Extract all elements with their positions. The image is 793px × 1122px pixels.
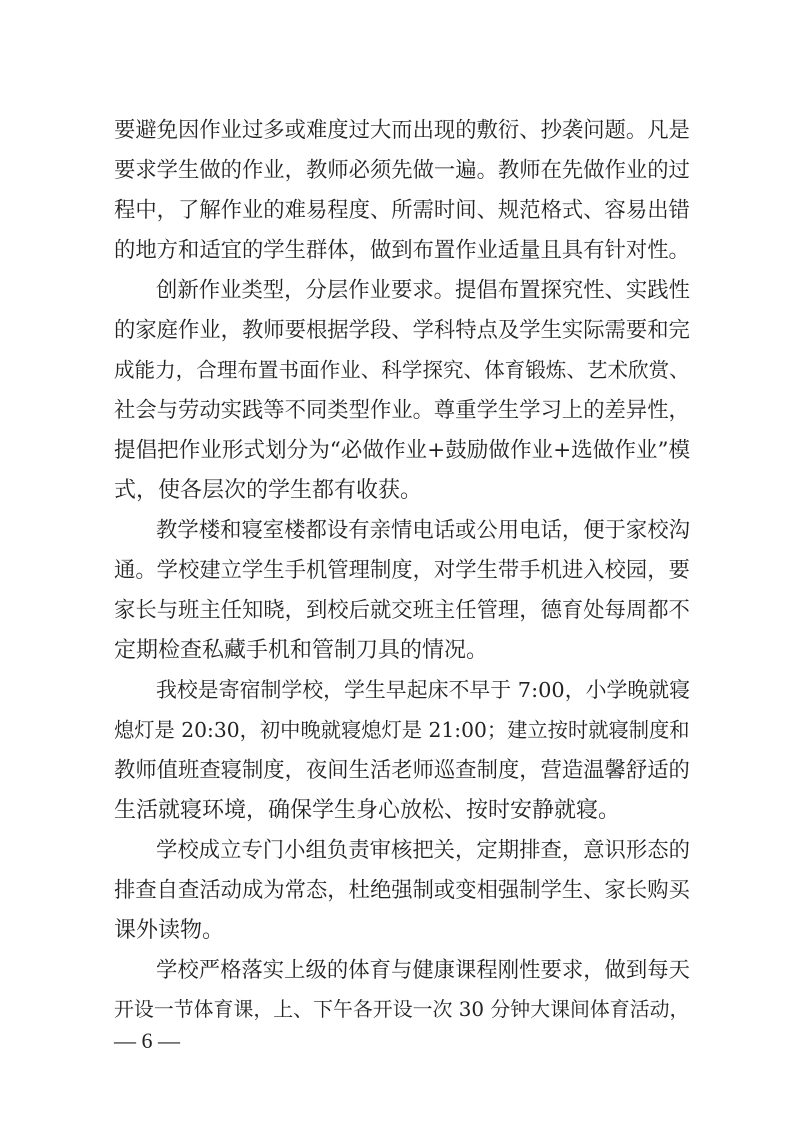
text-line: 我校是寄宿制学校，学生早起床不早于 7:00，小学晚就寝 xyxy=(156,678,691,702)
text-line: 家长与班主任知晓，到校后就交班主任管理，德育处每周都不 xyxy=(114,598,690,623)
text-line: 提倡把作业形式划分为“必做作业+鼓励做作业+选做作业”模 xyxy=(114,438,691,463)
text-line: 要求学生做的作业，教师必须先做一遍。教师在先做作业的过 xyxy=(114,158,690,183)
text-line: 开设一节体育课，上、下午各开设一次 30 分钟大课间体育活动， xyxy=(114,998,690,1021)
text-line: 排查自查活动成为常态，杜绝强制或变相强制学生、家长购买 xyxy=(114,878,690,903)
text-line: 生活就寝环境，确保学生身心放松、按时安静就寝。 xyxy=(114,798,621,823)
text-line: 学校严格落实上级的体育与健康课程刚性要求，做到每天 xyxy=(156,958,690,983)
text-line: 通。学校建立学生手机管理制度，对学生带手机进入校园，要 xyxy=(114,558,690,583)
page-number: — 6 — xyxy=(114,1028,180,1053)
text-line: 课外读物。 xyxy=(114,918,225,943)
text-line: 熄灯是 20:30，初中晚就寝熄灯是 21:00；建立按时就寝制度和 xyxy=(114,718,690,742)
text-line: 要避免因作业过多或难度过大而出现的敷衍、抄袭问题。凡是 xyxy=(114,118,690,143)
text-line: 教师值班查寝制度，夜间生活老师巡查制度，营造温馨舒适的 xyxy=(114,758,690,783)
text-line: 社会与劳动实践等不同类型作业。尊重学生学习上的差异性， xyxy=(114,398,690,423)
text-line: 创新作业类型，分层作业要求。提倡布置探究性、实践性 xyxy=(156,278,690,303)
text-line: 的家庭作业，教师要根据学段、学科特点及学生实际需要和完 xyxy=(114,318,690,343)
text-line: 成能力，合理布置书面作业、科学探究、体育锻炼、艺术欣赏、 xyxy=(114,358,690,382)
text-line: 式，使各层次的学生都有收获。 xyxy=(114,478,423,503)
text-line: 的地方和适宜的学生群体，做到布置作业适量且具有针对性。 xyxy=(114,238,690,263)
text-line: 程中，了解作业的难易程度、所需时间、规范格式、容易出错 xyxy=(114,198,690,223)
text-line: 学校成立专门小组负责审核把关，定期排查，意识形态的 xyxy=(156,838,690,863)
text-line: 教学楼和寝室楼都设有亲情电话或公用电话，便于家校沟 xyxy=(156,518,690,543)
text-line: 定期检查私藏手机和管制刀具的情况。 xyxy=(114,638,489,663)
